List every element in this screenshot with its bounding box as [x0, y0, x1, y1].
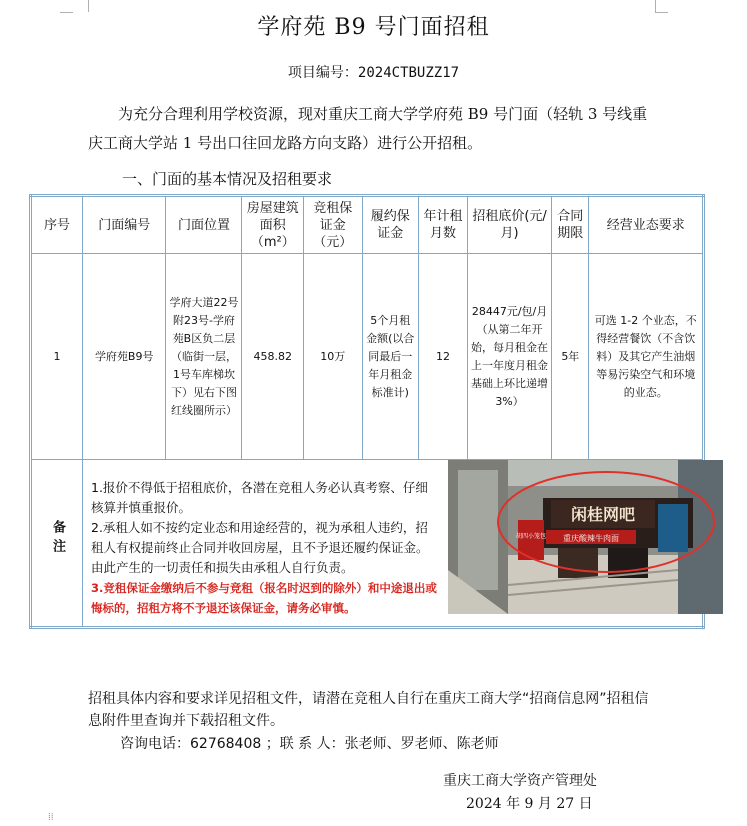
- cell-code: 学府苑B9号: [83, 254, 166, 460]
- header-cell: 履约保证金: [362, 196, 419, 254]
- project-number-value: 2024CTBUZZ17: [357, 65, 460, 81]
- notes-label: [35, 520, 79, 566]
- rental-table: [29, 194, 705, 629]
- project-number: [0, 62, 747, 82]
- cell-base-price: 28447元/包/月（从第二年开始，每月租金在上一年度月租金基础上环比递增3%）: [467, 254, 551, 460]
- storefront-photo: [448, 460, 723, 614]
- sign-noodle-shop: 重庆酸辣牛肉面: [563, 534, 619, 543]
- section-heading: 一、门面的基本情况及招租要求: [122, 170, 333, 188]
- header-cell: 合同期限: [552, 196, 589, 254]
- cell-term: 5年: [552, 254, 589, 460]
- notes-cell: [83, 460, 704, 628]
- table-row: [31, 254, 704, 460]
- issuing-organization: 重庆工商大学资产管理处: [443, 773, 597, 789]
- footer-paragraph: 招租具体内容和要求详见招租文件，请潜在竞租人自行在重庆工商大学“招商信息网”招租信息附件里查询并下载招租文件。: [88, 691, 649, 729]
- cell-area: 458.82: [242, 254, 304, 460]
- note-item-warning: 3.竞租保证金缴纳后不参与竞租（报名时迟到的除外）和中途退出或悔标的，招租方将不予退还该保证金，请务必审慎。: [91, 581, 437, 615]
- header-cell: 序号: [31, 196, 83, 254]
- anchor-icon: ⁞⁞: [48, 812, 54, 823]
- cell-months: 12: [419, 254, 468, 460]
- issue-date: 2024 年 9 月 27 日: [466, 796, 593, 812]
- header-cell: 招租底价(元/月): [467, 196, 551, 254]
- cell-no: 1: [31, 254, 83, 460]
- contact-line: 咨询电话：62768408 ；联 系 人：张老师、罗老师、陈老师: [120, 736, 499, 752]
- cell-business: 可选 1-2 个业态，不得经营餐饮（不含饮料）及其它产生油烟等易污染空气和环境的业态。: [589, 254, 704, 460]
- header-cell: 经营业态要求: [589, 196, 704, 254]
- notes-label-cell: [31, 460, 83, 628]
- notes-row: [31, 460, 704, 628]
- note-item: 2.承租人如不按约定业态和用途经营的，视为承租人违约，招租人有权提前终止合同并收回房屋，且不予退还履约保证金。由此产生的一切责任和损失由承租人自行负责。: [91, 520, 429, 575]
- sign-internet-cafe: 闲桂网吧: [570, 505, 636, 524]
- storefront-photo-drawing: [448, 460, 723, 614]
- cell-location: 学府大道22号附23号-学府苑B区负二层（临街一层，1号车库梯坎下）见右下图红线圈所示）: [166, 254, 242, 460]
- intro-paragraph: 为充分合理利用学校资源，现对重庆工商大学学府苑 B9 号门面（轻轨 3 号线重庆工商大学站 1 号出口往回龙路方向支路）进行公开招租。: [88, 105, 648, 152]
- page-title: 学府苑 B9 号门面招租: [257, 15, 490, 40]
- sign-dumpling-shop: 胡四小笼包: [515, 533, 547, 540]
- project-number-label: 项目编号：: [287, 65, 358, 81]
- header-cell: 竞租保证金（元）: [304, 196, 362, 254]
- note-item: 1.报价不得低于招租底价，各潜在竞租人务必认真考察、仔细核算并慎重报价。: [91, 480, 428, 515]
- header-cell: 门面位置: [166, 196, 242, 254]
- header-cell: 房屋建筑面积（m²）: [242, 196, 304, 254]
- cell-bid-deposit: 10万: [304, 254, 362, 460]
- notes-label-text: 备注: [50, 520, 65, 558]
- header-cell: 年计租月数: [419, 196, 468, 254]
- header-cell: 门面编号: [83, 196, 166, 254]
- table-header-row: [31, 196, 704, 254]
- cell-perf-deposit: 5个月租金额(以合同最后一年月租金标准计): [362, 254, 419, 460]
- notes-list: [91, 478, 439, 618]
